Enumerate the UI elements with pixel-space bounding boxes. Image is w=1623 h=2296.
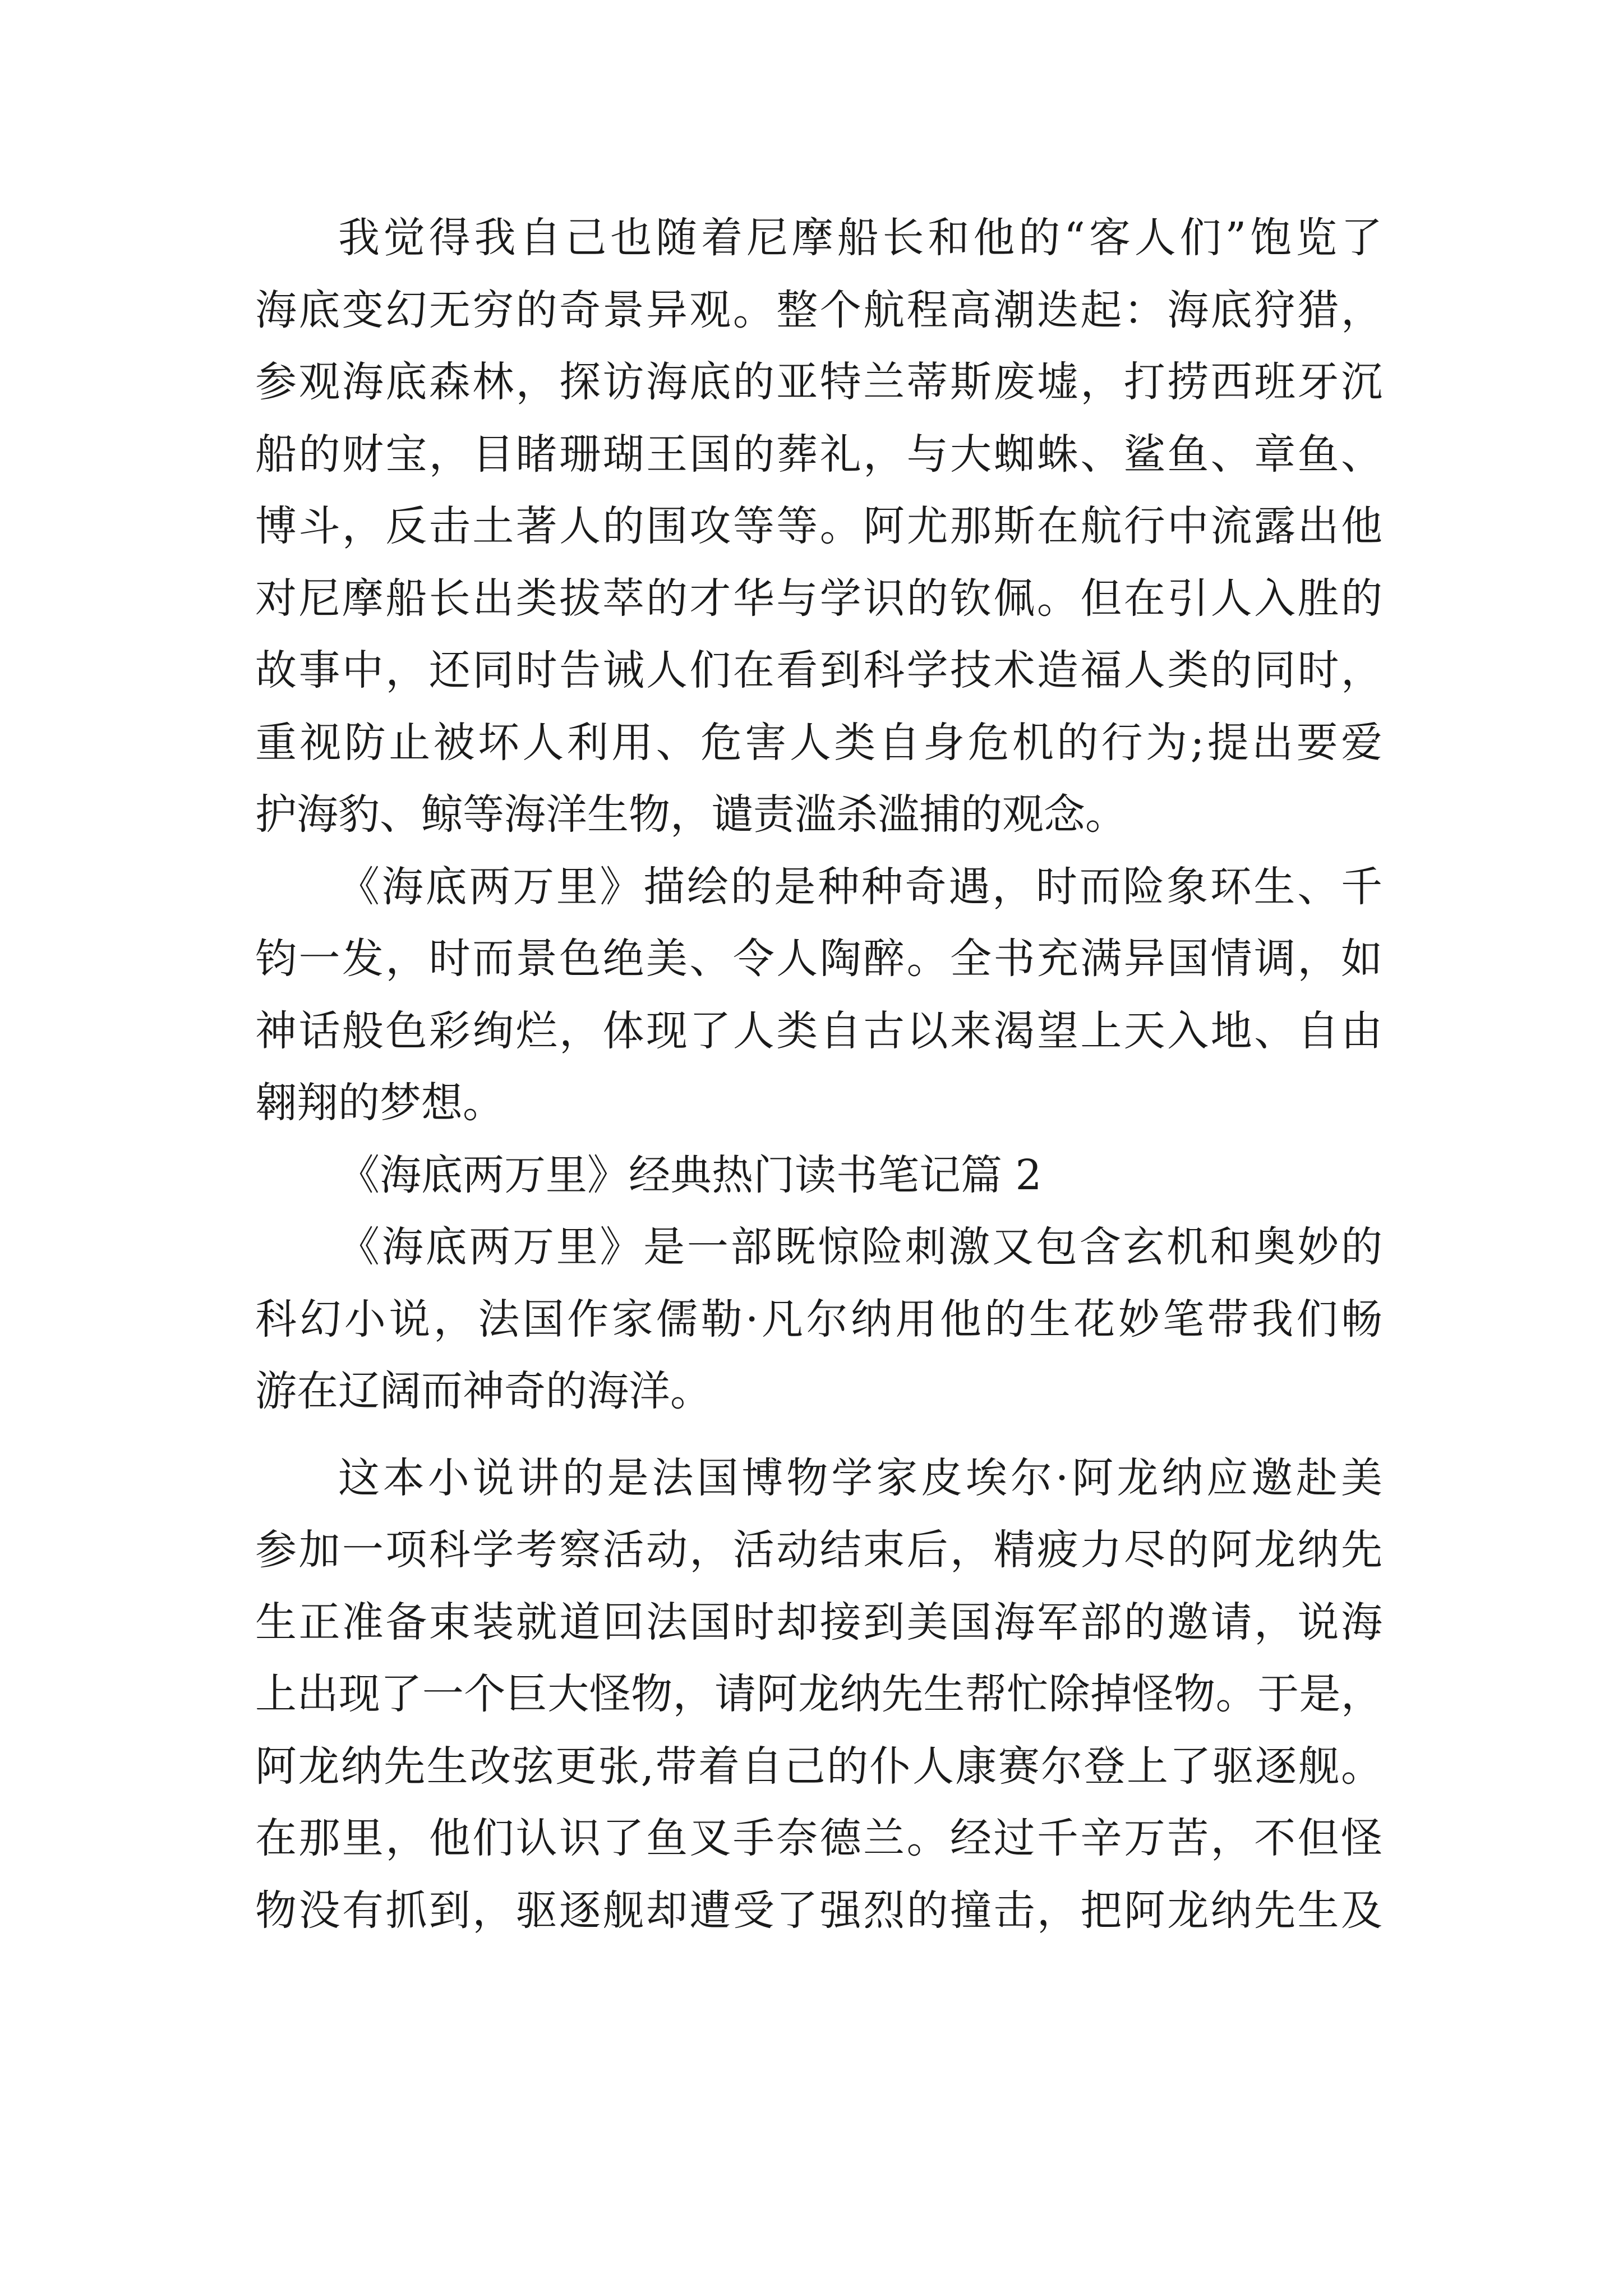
paragraph-line: 翱翔的梦想。 xyxy=(255,1079,504,1127)
paragraph-line: 博斗，反击土著人的围攻等等。阿尤那斯在航行中流露出他 xyxy=(255,502,1382,550)
paragraph-line: 游在辽阔而神奇的海洋。 xyxy=(255,1367,712,1415)
paragraph-line: 对尼摩船长出类拔萃的才华与学识的钦佩。但在引人入胜的 xyxy=(255,574,1382,623)
paragraph-line: 这本小说讲的是法国博物学家皮埃尔·阿龙纳应邀赴美 xyxy=(338,1453,1382,1502)
paragraph-line: 《海底两万里》描绘的是种种奇遇，时而险象环生、千 xyxy=(338,862,1382,911)
paragraph-line: 《海底两万里》是一部既惊险刺激又包含玄机和奥妙的 xyxy=(338,1223,1382,1271)
paragraph-line: 科幻小说，法国作家儒勒·凡尔纳用他的生花妙笔带我们畅 xyxy=(255,1295,1382,1343)
paragraph-line: 在那里，他们认识了鱼叉手奈德兰。经过千辛万苦，不但怪 xyxy=(255,1814,1382,1862)
paragraph-line: 护海豹、鲸等海洋生物，谴责滥杀滥捕的观念。 xyxy=(255,790,1127,839)
paragraph-line: 故事中，还同时告诫人们在看到科学技术造福人类的同时， xyxy=(255,646,1382,694)
section-heading xyxy=(255,1139,1382,1212)
paragraph-line: 船的财宝，目睹珊瑚王国的葬礼，与大蜘蛛、鲨鱼、章鱼、 xyxy=(255,430,1382,478)
paragraph-line: 生正准备束装就道回法国时却接到美国海军部的邀请，说海 xyxy=(255,1598,1382,1646)
paragraph-1 xyxy=(255,202,1382,851)
paragraph-line: 海底变幻无穷的奇景异观。整个航程高潮迭起：海底狩猎， xyxy=(255,286,1382,334)
paragraph-line: 参加一项科学考察活动，活动结束后，精疲力尽的阿龙纳先 xyxy=(255,1526,1382,1574)
paragraph-line: 阿龙纳先生改弦更张,带着自己的仆人康赛尔登上了驱逐舰。 xyxy=(255,1742,1382,1791)
paragraph-line: 参观海底森林，探访海底的亚特兰蒂斯废墟，打捞西班牙沉 xyxy=(255,358,1382,406)
paragraph-2 xyxy=(255,851,1382,1139)
paragraph-line: 神话般色彩绚烂，体现了人类自古以来渴望上天入地、自由 xyxy=(255,1006,1382,1055)
paragraph-line: 物没有抓到，驱逐舰却遭受了强烈的撞击，把阿龙纳先生及 xyxy=(255,1886,1382,1935)
paragraph-line: 重视防止被坏人利用、危害人类自身危机的行为;提出要爱 xyxy=(255,718,1382,767)
paragraph-4 xyxy=(255,1442,1382,1947)
paragraph-line: 我觉得我自己也随着尼摩船长和他的“客人们”饱览了 xyxy=(338,214,1382,262)
paragraph-line: 钧一发，时而景色绝美、令人陶醉。全书充满异国情调，如 xyxy=(255,935,1382,983)
document-body xyxy=(255,202,1382,1947)
section-heading-text: 《海底两万里》经典热门读书笔记篇 2 xyxy=(338,1151,1042,1199)
paragraph-line: 上出现了一个巨大怪物，请阿龙纳先生帮忙除掉怪物。于是， xyxy=(255,1670,1382,1718)
paragraph-3 xyxy=(255,1211,1382,1428)
